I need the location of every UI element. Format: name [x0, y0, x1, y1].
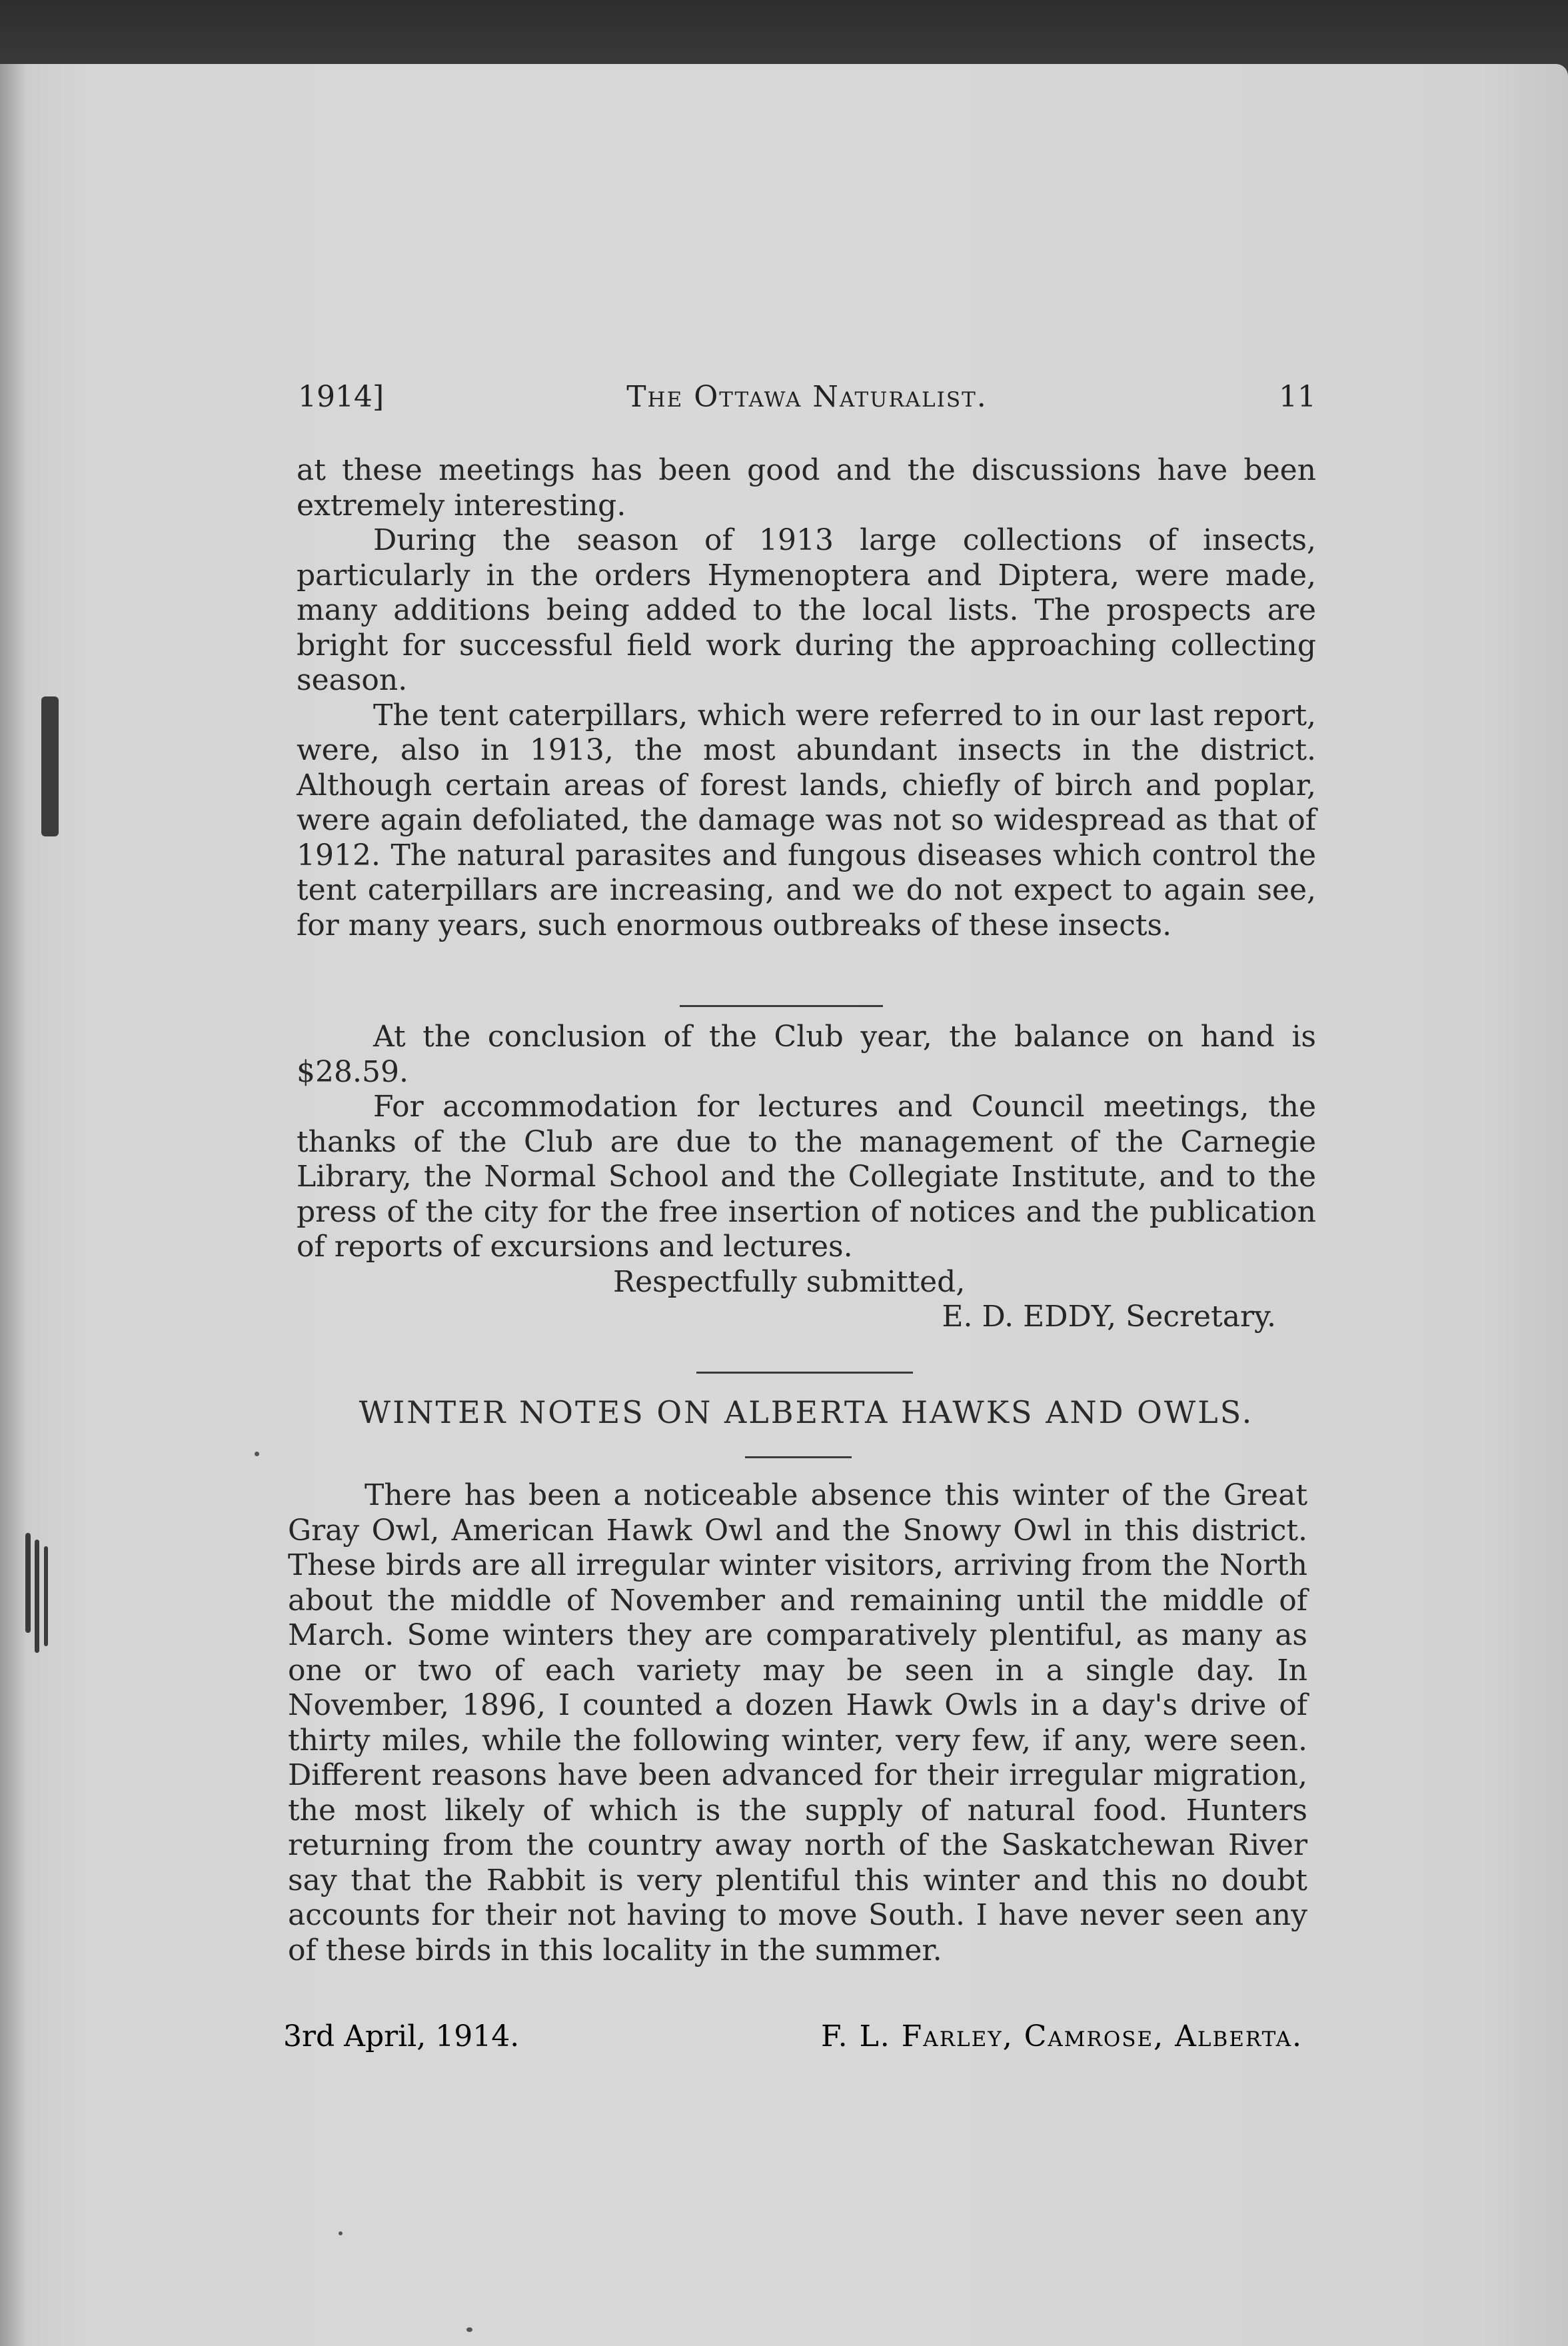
- scan-top-border: [0, 0, 1568, 73]
- article-paragraph: There has been a noticeable absence this winter of the Great Gray Owl, American Hawk Owl and the Snowy Owl in this district. These birds are all irregular winter visitors, arriving from the North about the middle of November and remaining until the middle of March. Some winters they are comparatively plentiful, as many as one or two of each variety may be seen in a single day. In November, 1896, I counted a dozen Hawk Owls in a day's drive of thirty miles, while the following winter, very few, if any, were seen. Different reasons have been advanced for their irregular migration, the most likely of which is the supply of natural food. Hunters returning from the country away north of the Saskatchewan River say that the Rabbit is very plentiful this winter and this no doubt accounts for their not having to move South. I have never seen any of these birds in this locality in the summer.: [288, 1478, 1307, 1967]
- report-paragraph: at these meetings has been good and the discussions have been extremely interesting.: [297, 453, 1316, 523]
- article-date: 3rd April, 1914.: [283, 2019, 520, 2053]
- scan-speck: [255, 1452, 259, 1456]
- binding-mark: [44, 1546, 48, 1646]
- report-paragraph: During the season of 1913 large collections of insects, particularly in the orders Hymenoptera and Diptera, were made, many additions being added to the local lists. The prospects are bright for successful field work during the approaching collecting season.: [297, 523, 1316, 697]
- running-header: [298, 380, 1316, 420]
- scan-speck: [466, 2327, 472, 2332]
- article-signoff: [283, 2019, 1303, 2059]
- journal-title: The Ottawa Naturalist.: [626, 380, 988, 414]
- page-gutter-shadow: [0, 64, 27, 2346]
- scan-speck: [339, 2231, 343, 2235]
- header-year: 1914]: [298, 380, 385, 414]
- section-divider: [680, 1005, 883, 1007]
- report-paragraph: The tent caterpillars, which were referred to in our last report, were, also in 1913, the most abundant insects in the district. Although certain areas of forest lands, chiefly of birch and poplar, were again defoliated, the damage was not so widespread as that of 1912. The natural parasites and fungous diseases which control the tent caterpillars are increasing, and we do not expect to again see, for many years, such enormous outbreaks of these insects.: [297, 698, 1316, 942]
- page-number: 11: [1279, 380, 1316, 414]
- binding-mark: [35, 1540, 39, 1653]
- report-finance: [297, 1020, 1316, 1335]
- thanks-paragraph: For accommodation for lectures and Council meetings, the thanks of the Club are due to the management of the Carnegie Library, the Normal School and the Collegiate Institute, and to the press of the city for the free insertion of notices and the publication of reports of excursions and lectures.: [297, 1090, 1316, 1264]
- section-divider: [696, 1372, 913, 1374]
- article-author: F. L. Farley, Camrose, Alberta.: [820, 2019, 1303, 2053]
- secretary-signature: E. D. EDDY, Secretary.: [942, 1300, 1276, 1334]
- binding-mark: [25, 1533, 31, 1633]
- secretary-report: [297, 453, 1316, 943]
- title-underline: [745, 1456, 852, 1458]
- closing-line: Respectfully submitted,: [613, 1264, 966, 1299]
- article-body: [288, 1478, 1307, 1968]
- article-title: WINTER NOTES ON ALBERTA HAWKS AND OWLS.: [359, 1394, 1254, 1430]
- balance-paragraph: At the conclusion of the Club year, the balance on hand is $28.59.: [297, 1020, 1316, 1089]
- binding-mark: [41, 696, 59, 836]
